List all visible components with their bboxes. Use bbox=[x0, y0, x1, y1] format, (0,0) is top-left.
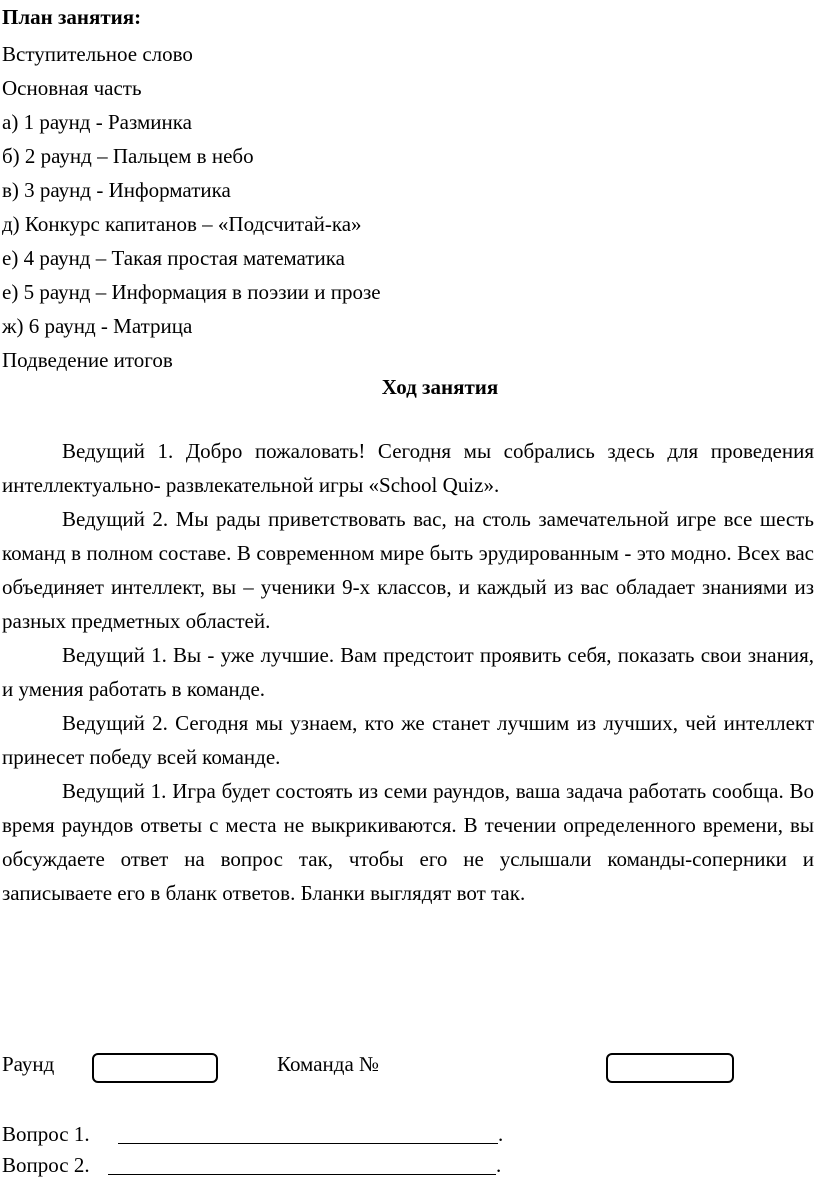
paragraph: Ведущий 2. Сегодня мы узнаем, кто же станет лучшим из лучших, чей интеллект принесет победу всей команде. bbox=[2, 711, 814, 769]
answer-end-mark: . bbox=[496, 1153, 502, 1177]
answer-blank[interactable] bbox=[108, 1152, 496, 1175]
plan-item: в) 3 раунд - Информатика bbox=[2, 178, 231, 202]
team-number-box[interactable] bbox=[606, 1053, 734, 1083]
plan-list bbox=[2, 37, 381, 377]
course-body bbox=[2, 434, 814, 910]
question-line bbox=[2, 1152, 90, 1178]
round-number-box[interactable] bbox=[92, 1053, 218, 1083]
paragraph: Ведущий 1. Добро пожаловать! Сегодня мы собрались здесь для проведения интеллектуально- развлекательной игры «School Quiz». bbox=[2, 439, 814, 497]
plan-item: а) 1 раунд - Разминка bbox=[2, 110, 192, 134]
plan-item: е) 5 раунд – Информация в поэзии и прозе bbox=[2, 280, 381, 304]
paragraph: Ведущий 2. Мы рады приветствовать вас, на столь замечательной игре все шесть команд в полном составе. В современном мире быть эрудированным - это модно. Всех вас объединяет интеллект, вы – ученики 9-х классов, и каждый из вас обладает знаниями из разных предметных областей. bbox=[2, 507, 814, 633]
plan-item: б) 2 раунд – Пальцем в небо bbox=[2, 144, 254, 168]
team-label: Команда № bbox=[277, 1052, 380, 1076]
course-title: Ход занятия bbox=[381, 375, 499, 399]
answer-blank[interactable] bbox=[118, 1121, 498, 1144]
plan-item: ж) 6 раунд - Матрица bbox=[2, 314, 193, 338]
plan-item: е) 4 раунд – Такая простая математика bbox=[2, 246, 345, 270]
plan-title: План занятия: bbox=[2, 5, 142, 29]
answer-end-mark: . bbox=[498, 1122, 504, 1146]
plan-item: Вступительное слово bbox=[2, 42, 193, 66]
paragraph: Ведущий 1. Вы - уже лучшие. Вам предстоит проявить себя, показать свои знания, и умения работать в команде. bbox=[2, 643, 814, 701]
question-label: Вопрос 1. bbox=[2, 1122, 90, 1146]
question-label: Вопрос 2. bbox=[2, 1153, 90, 1177]
plan-item: д) Конкурс капитанов – «Подсчитай-ка» bbox=[2, 212, 362, 236]
round-label: Раунд bbox=[2, 1052, 55, 1076]
plan-item: Основная часть bbox=[2, 76, 142, 100]
question-line bbox=[2, 1121, 90, 1147]
paragraph: Ведущий 1. Игра будет состоять из семи раундов, ваша задача работать сообща. Во время раундов ответы с места не выкрикиваются. В течении определенного времени, вы обсуждаете ответ на вопрос так, чтобы его не услышали команды-соперники и записываете его в бланк ответов. Бланки выглядят вот так. bbox=[2, 779, 814, 905]
plan-item: Подведение итогов bbox=[2, 348, 173, 372]
